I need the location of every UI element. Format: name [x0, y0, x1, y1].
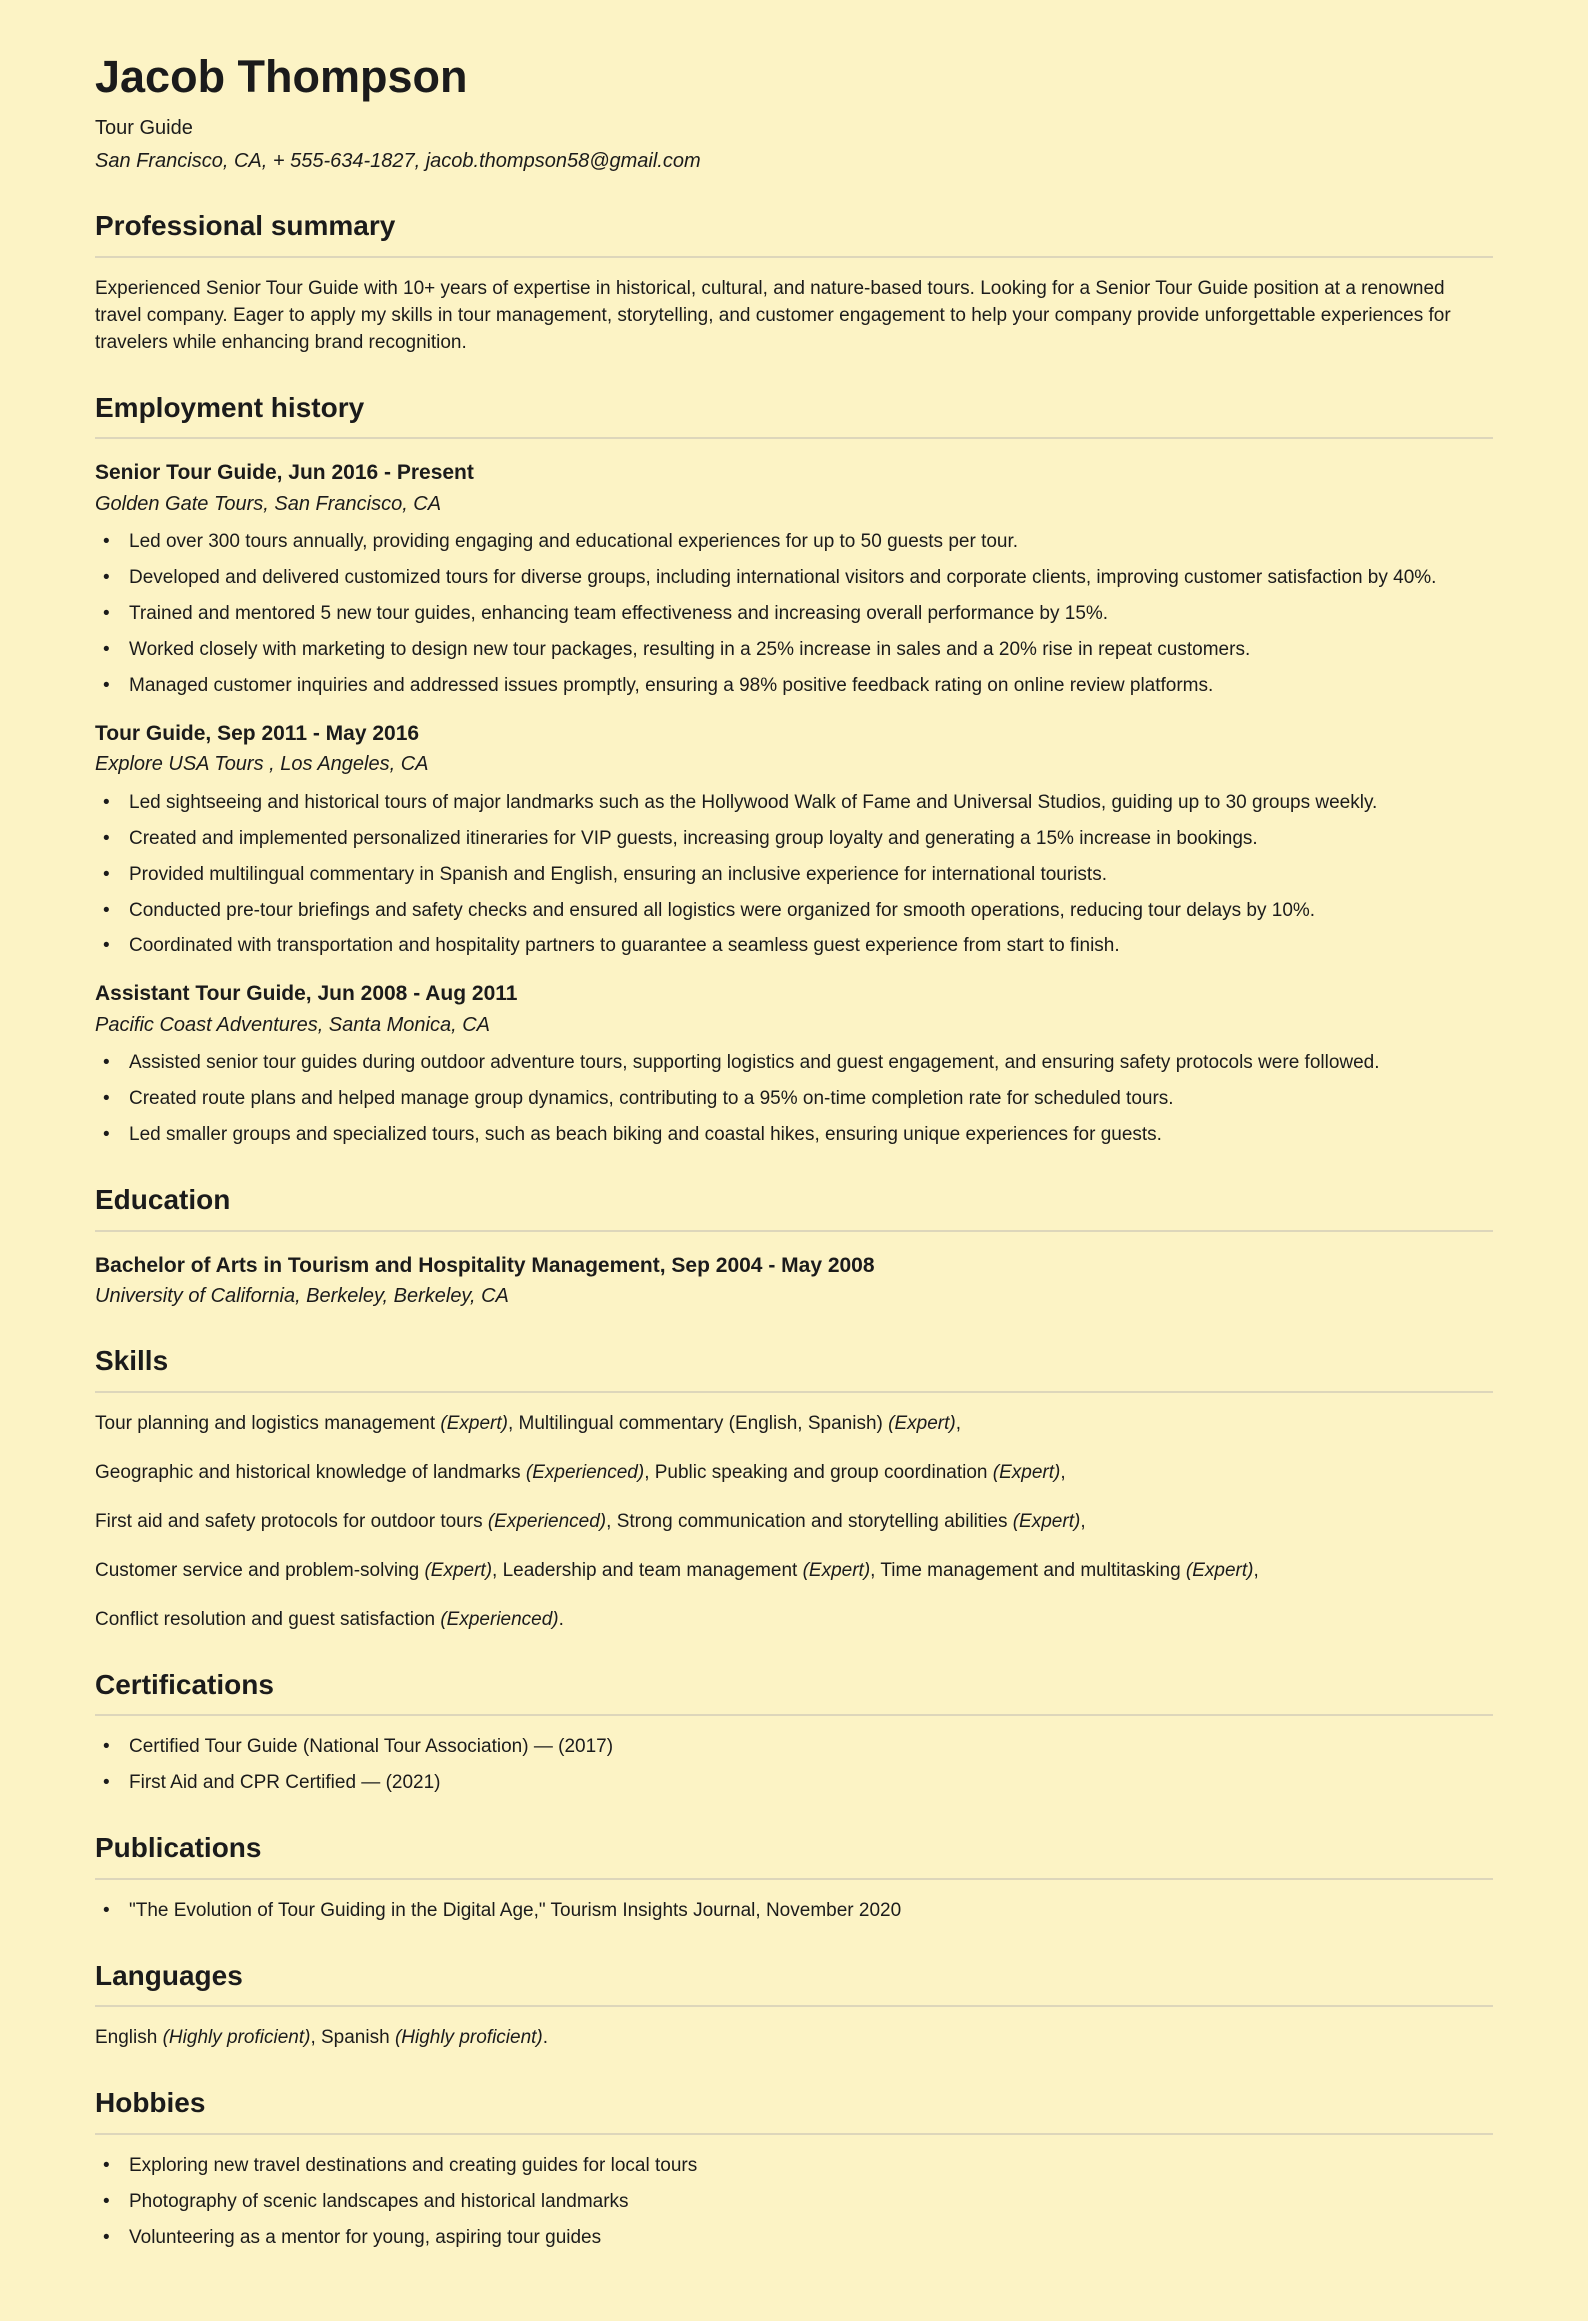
section-publications [95, 1831, 1493, 1925]
text-segment: . [542, 2027, 549, 2049]
level-label: (Highly proficient) [162, 2027, 311, 2049]
list-item [95, 2153, 1493, 2180]
bullet-icon: • [103, 603, 110, 624]
skills-line [95, 1460, 1493, 1487]
section-title: Skills [95, 1345, 169, 1377]
bullet-icon: • [103, 674, 110, 696]
level-label: (Experienced) [440, 1608, 559, 1630]
skills-line [95, 1607, 1493, 1634]
candidate-name: Jacob Thompson [95, 51, 468, 102]
bullet-text: Created and implemented personalized itineraries for VIP guests, increasing group loyalty and generating a 15% increase in bookings. [129, 827, 1258, 849]
skills-line [95, 1558, 1493, 1585]
bullet-icon: • [103, 638, 110, 660]
text-segment: English [95, 2027, 163, 2049]
bullet-icon: • [103, 863, 110, 885]
text-segment: , Public speaking and group coordination [644, 1461, 993, 1483]
text-segment: , [1253, 1559, 1259, 1581]
section-divider [95, 437, 1493, 439]
bullet-text: Assisted senior tour guides during outdoor adventure tours, supporting logistics and guest engagement, and ensuring safety protocols were followed. [129, 1052, 1380, 1074]
section-skills [95, 1344, 1493, 1633]
list-item [95, 673, 1493, 700]
text-segment: , Leadership and team management [492, 1559, 803, 1581]
text-segment: . [558, 1608, 564, 1630]
bullet-text: "The Evolution of Tour Guiding in the Digital Age," Tourism Insights Journal, November 2020 [129, 1899, 902, 1921]
job-company: Pacific Coast Adventures, Santa Monica, CA [95, 1013, 490, 1036]
list-item [95, 2189, 1493, 2216]
level-label: (Experienced) [525, 1461, 645, 1483]
bullet-text: Coordinated with transportation and hospitality partners to guarantee a seamless guest experience from start to finish. [129, 935, 1120, 957]
list-item [95, 1734, 1493, 1761]
level-label: (Expert) [992, 1461, 1061, 1483]
text-segment: First aid and safety protocols for outdoor tours [95, 1510, 488, 1532]
text-segment: , [1060, 1461, 1066, 1483]
section-divider [95, 256, 1493, 258]
bullet-icon: • [103, 2190, 110, 2212]
bullet-text: Led sightseeing and historical tours of major landmarks such as the Hollywood Walk of Fame and Universal Studios, guiding up to 30 groups weekly. [129, 791, 1378, 813]
bullet-text: Managed customer inquiries and addressed issues promptly, ensuring a 98% positive feedback rating on online review platforms. [129, 674, 1214, 696]
text-segment: , Strong communication and storytelling abilities [606, 1510, 1013, 1532]
bullet-icon: • [103, 791, 110, 813]
section-professional-summary [95, 209, 1493, 357]
publications-list [95, 1898, 1493, 1925]
list-item [95, 1122, 1493, 1149]
bullet-icon: • [103, 899, 110, 921]
bullet-icon: • [103, 1899, 110, 1921]
job-entry [95, 720, 1493, 961]
job-entry [95, 980, 1493, 1149]
text-segment: Tour planning and logistics management [95, 1412, 441, 1434]
section-divider [95, 2133, 1493, 2135]
bullet-icon: • [103, 1772, 110, 1794]
bullet-text: Led over 300 tours annually, providing engaging and educational experiences for up to 50 guests per tour. [129, 531, 1019, 553]
job-company: University of California, Berkeley, Berkeley, CA [95, 1284, 509, 1307]
section-divider [95, 2005, 1493, 2007]
list-item [95, 529, 1493, 556]
list-item [95, 933, 1493, 960]
list-item [95, 1086, 1493, 1113]
resume-sections [95, 209, 1493, 2252]
skills-line [95, 1411, 1493, 1438]
text-segment: , Time management and multitasking [870, 1559, 1186, 1581]
section-title: Publications [95, 1832, 262, 1864]
languages-line [95, 2025, 1493, 2052]
text-segment: , Multilingual commentary (English, Spanish) [507, 1412, 889, 1434]
section-divider [95, 1714, 1493, 1716]
list-item [95, 601, 1493, 628]
bullet-text: Led smaller groups and specialized tours, such as beach biking and coastal hikes, ensuring unique experiences for guests. [129, 1124, 1162, 1146]
level-label: (Expert) [888, 1412, 956, 1434]
bullet-text: Conducted pre-tour briefings and safety checks and ensured all logistics were organized for smooth operations, reducing tour delays by 10%. [129, 899, 1316, 921]
job-entry [95, 1252, 1493, 1311]
section-certifications [95, 1668, 1493, 1798]
bullet-icon: • [103, 1088, 110, 1110]
section-paragraph: Experienced Senior Tour Guide with 10+ years of expertise in historical, cultural, and nature-based tours. Looking for a Senior Tour Guide position at a renowned travel company. Eager to apply my skills in tour management, storytelling, and customer engagement to help your company provide unforgettable experiences for travelers while enhancing brand recognition. [95, 277, 1451, 353]
list-item [95, 1898, 1493, 1925]
level-label: (Expert) [440, 1412, 508, 1434]
text-segment: , Spanish [310, 2027, 395, 2049]
resume-header [95, 52, 1493, 175]
skills-line [95, 1509, 1493, 1536]
bullet-text: Volunteering as a mentor for young, aspiring tour guides [129, 2226, 602, 2248]
text-segment: Conflict resolution and guest satisfaction [95, 1608, 441, 1630]
bullet-text: Developed and delivered customized tours for diverse groups, including international visitors and corporate clients, improving customer satisfaction by 40%. [129, 567, 1437, 589]
text-segment: , [1080, 1510, 1086, 1532]
section-education [95, 1183, 1493, 1310]
level-label: (Expert) [1185, 1559, 1254, 1581]
section-hobbies [95, 2086, 1493, 2252]
list-item [95, 898, 1493, 925]
job-bullet-list [95, 529, 1493, 700]
list-item [95, 637, 1493, 664]
bullet-text: Worked closely with marketing to design new tour packages, resulting in a 25% increase in sales and a 20% rise in repeat customers. [129, 638, 1251, 660]
bullet-text: First Aid and CPR Certified — (2021) [129, 1772, 441, 1794]
section-divider [95, 1878, 1493, 1880]
job-title: Bachelor of Arts in Tourism and Hospitality Management, Sep 2004 - May 2008 [95, 1253, 875, 1277]
job-bullet-list [95, 790, 1493, 961]
section-title: Certifications [95, 1668, 274, 1700]
bullet-icon: • [103, 567, 110, 589]
list-item [95, 790, 1493, 817]
bullet-text: Certified Tour Guide (National Tour Association) — (2017) [129, 1736, 614, 1758]
level-label: (Highly proficient) [394, 2027, 543, 2049]
level-label: (Experienced) [487, 1510, 607, 1532]
bullet-icon: • [103, 2226, 110, 2248]
text-segment: Customer service and problem-solving [95, 1559, 425, 1581]
level-label: (Expert) [802, 1559, 871, 1581]
list-item [95, 826, 1493, 853]
job-company: Golden Gate Tours, San Francisco, CA [95, 492, 442, 515]
bullet-icon: • [103, 2155, 110, 2176]
level-label: (Expert) [1012, 1510, 1081, 1532]
section-title: Languages [95, 1959, 243, 1991]
job-entry [95, 459, 1493, 700]
bullet-text: Photography of scenic landscapes and historical landmarks [129, 2190, 629, 2212]
section-languages [95, 1959, 1493, 2053]
bullet-icon: • [103, 1736, 110, 1758]
text-segment: , [955, 1412, 961, 1434]
bullet-text: Provided multilingual commentary in Spanish and English, ensuring an inclusive experience for international tourists. [129, 863, 1107, 885]
section-divider [95, 1230, 1493, 1232]
job-title: Senior Tour Guide, Jun 2016 - Present [95, 461, 474, 485]
bullet-icon: • [103, 827, 110, 849]
bullet-icon: • [103, 531, 110, 553]
section-title: Hobbies [95, 2087, 206, 2119]
job-bullet-list [95, 1050, 1493, 1149]
bullet-icon: • [103, 935, 110, 957]
bullet-text: Trained and mentored 5 new tour guides, enhancing team effectiveness and increasing overall performance by 15%. [129, 603, 1109, 624]
candidate-role: Tour Guide [95, 116, 193, 139]
list-item [95, 2225, 1493, 2252]
text-segment: Geographic and historical knowledge of landmarks [95, 1461, 526, 1483]
candidate-contact: San Francisco, CA, + 555-634-1827, jacob.thompson58@gmail.com [95, 149, 701, 172]
job-company: Explore USA Tours , Los Angeles, CA [95, 753, 429, 776]
bullet-icon: • [103, 1124, 110, 1146]
list-item [95, 1050, 1493, 1077]
bullet-text: Created route plans and helped manage group dynamics, contributing to a 95% on-time completion rate for scheduled tours. [129, 1088, 1174, 1110]
list-item [95, 1770, 1493, 1797]
section-employment-history [95, 391, 1493, 1149]
bullet-icon: • [103, 1052, 110, 1074]
section-title: Education [95, 1184, 231, 1216]
section-title: Professional summary [95, 210, 396, 242]
job-title: Assistant Tour Guide, Jun 2008 - Aug 2011 [95, 982, 518, 1006]
list-item [95, 565, 1493, 592]
level-label: (Expert) [424, 1559, 493, 1581]
section-divider [95, 1391, 1493, 1393]
hobbies-list [95, 2153, 1493, 2252]
job-title: Tour Guide, Sep 2011 - May 2016 [95, 721, 420, 745]
section-title: Employment history [95, 391, 365, 423]
bullet-text: Exploring new travel destinations and creating guides for local tours [129, 2155, 698, 2176]
certifications-list [95, 1734, 1493, 1797]
list-item [95, 862, 1493, 889]
